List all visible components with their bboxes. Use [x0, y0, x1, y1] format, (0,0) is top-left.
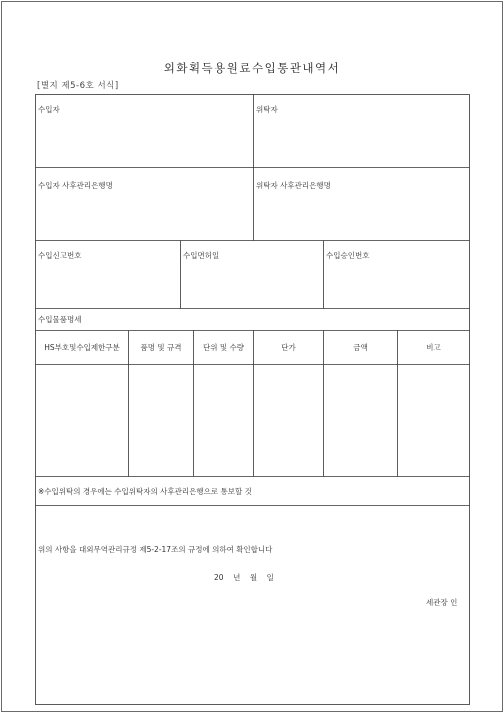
- confirmation-statement: 위의 사항을 대외무역관리규정 제5-2-17조의 규정에 의하여 확인합니다: [38, 545, 273, 554]
- import-declaration-no-label: 수입신고번호: [38, 251, 82, 260]
- document-title: 외화획득용원료수입통관내역서: [163, 61, 341, 75]
- consignment-note: ※수입위탁의 경우에는 수입위탁자의 사후관리은행으로 통보할 것: [38, 487, 252, 496]
- importer-bank-label: 수입자 사후관리은행명: [38, 181, 113, 190]
- customs-chief-seal: 세관장 인: [426, 598, 458, 607]
- header-amount: 금액: [353, 343, 368, 352]
- header-unit-quantity: 단위 및 수량: [203, 343, 244, 352]
- header-hs-code: HS부호및수입제한구분: [44, 343, 120, 352]
- header-item-spec: 품명 및 규격: [140, 343, 182, 352]
- header-unit-price: 단가: [281, 343, 296, 352]
- consignor-bank-label: 위탁자 사후관리은행명: [256, 181, 331, 190]
- import-license-date-label: 수입면허일: [183, 251, 220, 260]
- header-remarks: 비고: [426, 343, 441, 352]
- import-goods-details-label: 수입물품명세: [38, 315, 82, 324]
- consignor-label: 위탁자: [256, 105, 278, 114]
- confirmation-date: 20 년 월 일: [214, 573, 274, 582]
- form-number: [별지 제5-6호 서식]: [37, 81, 119, 91]
- import-approval-no-label: 수입승인번호: [326, 251, 370, 260]
- importer-label: 수입자: [38, 105, 60, 114]
